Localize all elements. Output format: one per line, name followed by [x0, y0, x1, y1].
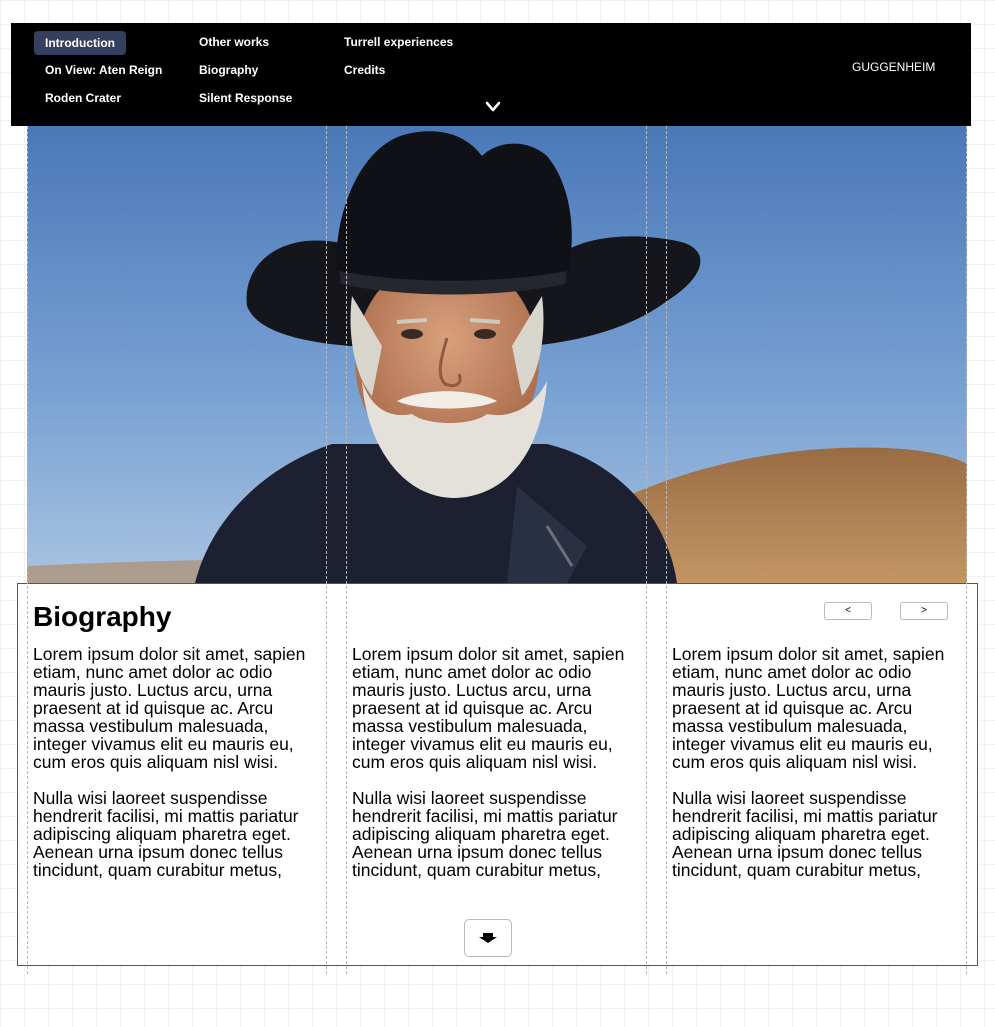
nav-item-turrell-experiences[interactable]: Turrell experiences	[344, 35, 454, 49]
column-paragraph: Lorem ipsum dolor sit amet, sapien etiam, nunc amet dolor ac odio mauris justo. Luctus arcu, urna praesent at id quisque ac. Arcu massa vestibulum malesuada, integer vivamus elit eu mauris eu, cum eros quis aliquam nisl wisi.	[672, 645, 945, 772]
text-column-3	[672, 645, 964, 903]
nav-item-other-works[interactable]: Other works	[199, 35, 270, 49]
text-column-1	[33, 645, 325, 903]
nav-item-introduction[interactable]: Introduction	[34, 31, 126, 55]
guggenheim-link[interactable]: GUGGENHEIM	[852, 60, 936, 74]
nav-item-silent-response[interactable]: Silent Response	[199, 91, 293, 105]
nav-item-on-view-aten-reign[interactable]: On View: Aten Reign	[45, 63, 163, 77]
column-paragraph: Lorem ipsum dolor sit amet, sapien etiam, nunc amet dolor ac odio mauris justo. Luctus arcu, urna praesent at id quisque ac. Arcu massa vestibulum malesuada, integer vivamus elit eu mauris eu, cum eros quis aliquam nisl wisi.	[33, 645, 306, 772]
artist-portrait	[27, 126, 967, 583]
arrow-down-icon	[477, 931, 499, 945]
prev-page-button[interactable]: <	[824, 602, 872, 620]
hero-image	[27, 126, 967, 583]
nav-item-biography[interactable]: Biography	[199, 63, 259, 77]
column-paragraph: Lorem ipsum dolor sit amet, sapien etiam, nunc amet dolor ac odio mauris justo. Luctus arcu, urna praesent at id quisque ac. Arcu massa vestibulum malesuada, integer vivamus elit eu mauris eu, cum eros quis aliquam nisl wisi.	[352, 645, 625, 772]
column-paragraph: Nulla wisi laoreet suspendisse hendrerit facilisi, mi mattis pariatur adipiscing aliquam pharetra eget. Aenean urna ipsum donec tellus tincidunt, quam curabitur metus,	[33, 788, 299, 880]
next-page-button[interactable]: >	[900, 602, 948, 620]
biography-panel	[17, 583, 978, 966]
top-nav	[11, 23, 971, 126]
nav-item-roden-crater[interactable]: Roden Crater	[45, 91, 122, 105]
scroll-down-button[interactable]	[464, 919, 512, 957]
text-column-2	[352, 645, 644, 903]
chevron-down-icon[interactable]	[483, 100, 503, 114]
column-paragraph: Nulla wisi laoreet suspendisse hendrerit facilisi, mi mattis pariatur adipiscing aliquam pharetra eget. Aenean urna ipsum donec tellus tincidunt, quam curabitur metus,	[352, 788, 618, 880]
page-title: Biography	[33, 601, 172, 632]
column-paragraph: Nulla wisi laoreet suspendisse hendrerit facilisi, mi mattis pariatur adipiscing aliquam pharetra eget. Aenean urna ipsum donec tellus tincidunt, quam curabitur metus,	[672, 788, 938, 880]
nav-item-credits[interactable]: Credits	[344, 63, 386, 77]
